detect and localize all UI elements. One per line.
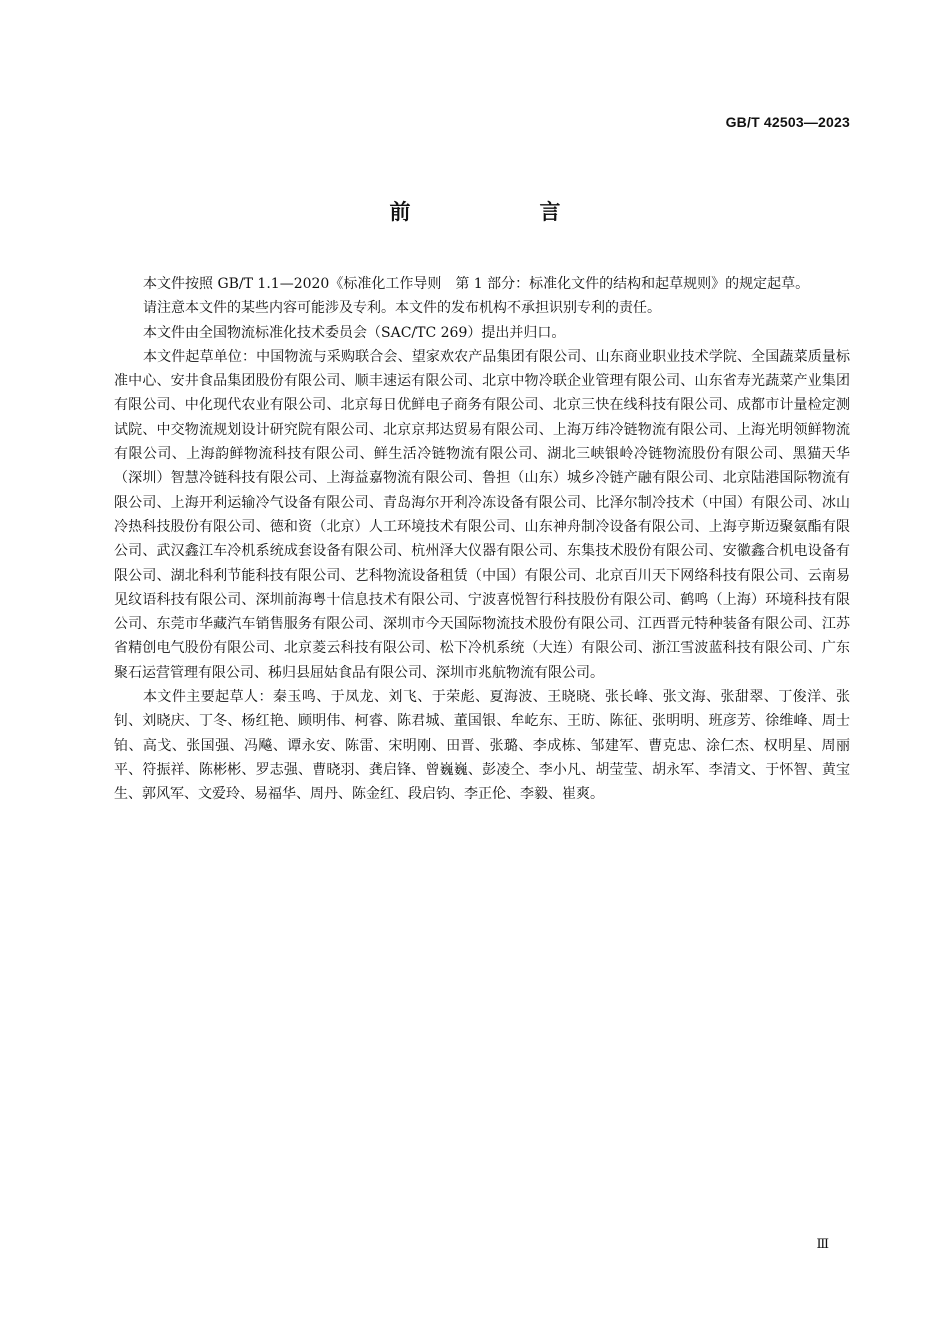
page-title: 前 言 [389, 200, 615, 224]
document-body [114, 272, 850, 807]
standard-code: GB/T 42503—2023 [725, 114, 850, 130]
paragraph-main-drafters: 本文件主要起草人：秦玉鸣、于凤龙、刘飞、于荣彪、夏海波、王晓晓、张长峰、张文海、张甜翠、丁俊洋、张钊、刘晓庆、丁冬、杨红艳、顾明伟、柯睿、陈君城、董国银、牟屹东、王昉、陈征、张明明、班彦芳、徐维峰、周士铂、高戈、张国强、冯飚、谭永安、陈雷、宋明刚、田晋、张璐、李成栋、邹建军、曹克忠、涂仁杰、权明星、周丽平、符振祥、陈彬彬、罗志强、曹晓羽、龚启锋、曾巍巍、彭凌仝、李小凡、胡莹莹、胡永军、李清文、于怀智、黄宝生、郭风军、文爱玲、易福华、周丹、陈金红、段启钧、李正伦、李毅、崔爽。 [114, 689, 850, 803]
page-number: Ⅲ [816, 1237, 829, 1252]
paragraph-drafting-rules: 本文件按照 GB/T 1.1—2020《标准化工作导则 第 1 部分：标准化文件的结构和起草规则》的规定起草。 [143, 276, 810, 292]
paragraph-drafting-units: 本文件起草单位：中国物流与采购联合会、望家欢农产品集团有限公司、山东商业职业技术学院、全国蔬菜质量标准中心、安井食品集团股份有限公司、顺丰速运有限公司、北京中物冷联企业管理有限公司、山东省寿光蔬菜产业集团有限公司、中化现代农业有限公司、北京每日优鲜电子商务有限公司、北京三快在线科技有限公司、成都市计量检定测试院、中交物流规划设计研究院有限公司、北京京邦达贸易有限公司、上海万纬冷链物流有限公司、上海光明领鲜物流有限公司、上海韵鲜物流科技有限公司、鲜生活冷链物流有限公司、湖北三峡银岭冷链物流股份有限公司、黑猫天华（深圳）智慧冷链科技有限公司、上海益嘉物流有限公司、鲁担（山东）城乡冷链产融有限公司、北京陆港国际物流有限公司、上海开利运输冷气设备有限公司、青岛海尔开利冷冻设备有限公司、比泽尔制冷技术（中国）有限公司、冰山冷热科技股份有限公司、德和资（北京）人工环境技术有限公司、山东神舟制冷设备有限公司、上海亨斯迈聚氨酯有限公司、武汉鑫江车冷机系统成套设备有限公司、杭州泽大仪器有限公司、东集技术股份有限公司、安徽鑫合机电设备有限公司、湖北科利节能科技有限公司、艺科物流设备租赁（中国）有限公司、北京百川天下网络科技有限公司、云南易见纹语科技有限公司、深圳前海粤十信息技术有限公司、宁波喜悦智行科技股份有限公司、鹤鸣（上海）环境科技有限公司、东莞市华藏汽车销售服务有限公司、深圳市今天国际物流技术股份有限公司、江西晋元特种装备有限公司、江苏省精创电气股份有限公司、北京菱云科技有限公司、松下冷机系统（大连）有限公司、浙江雪波蓝科技有限公司、广东聚石运营管理有限公司、秭归县屈姑食品有限公司、深圳市兆航物流有限公司。 [114, 348, 850, 681]
paragraph-patent-notice: 请注意本文件的某些内容可能涉及专利。本文件的发布机构不承担识别专利的责任。 [143, 300, 661, 317]
paragraph-proposer: 本文件由全国物流标准化技术委员会（SAC/TC 269）提出并归口。 [143, 324, 566, 341]
